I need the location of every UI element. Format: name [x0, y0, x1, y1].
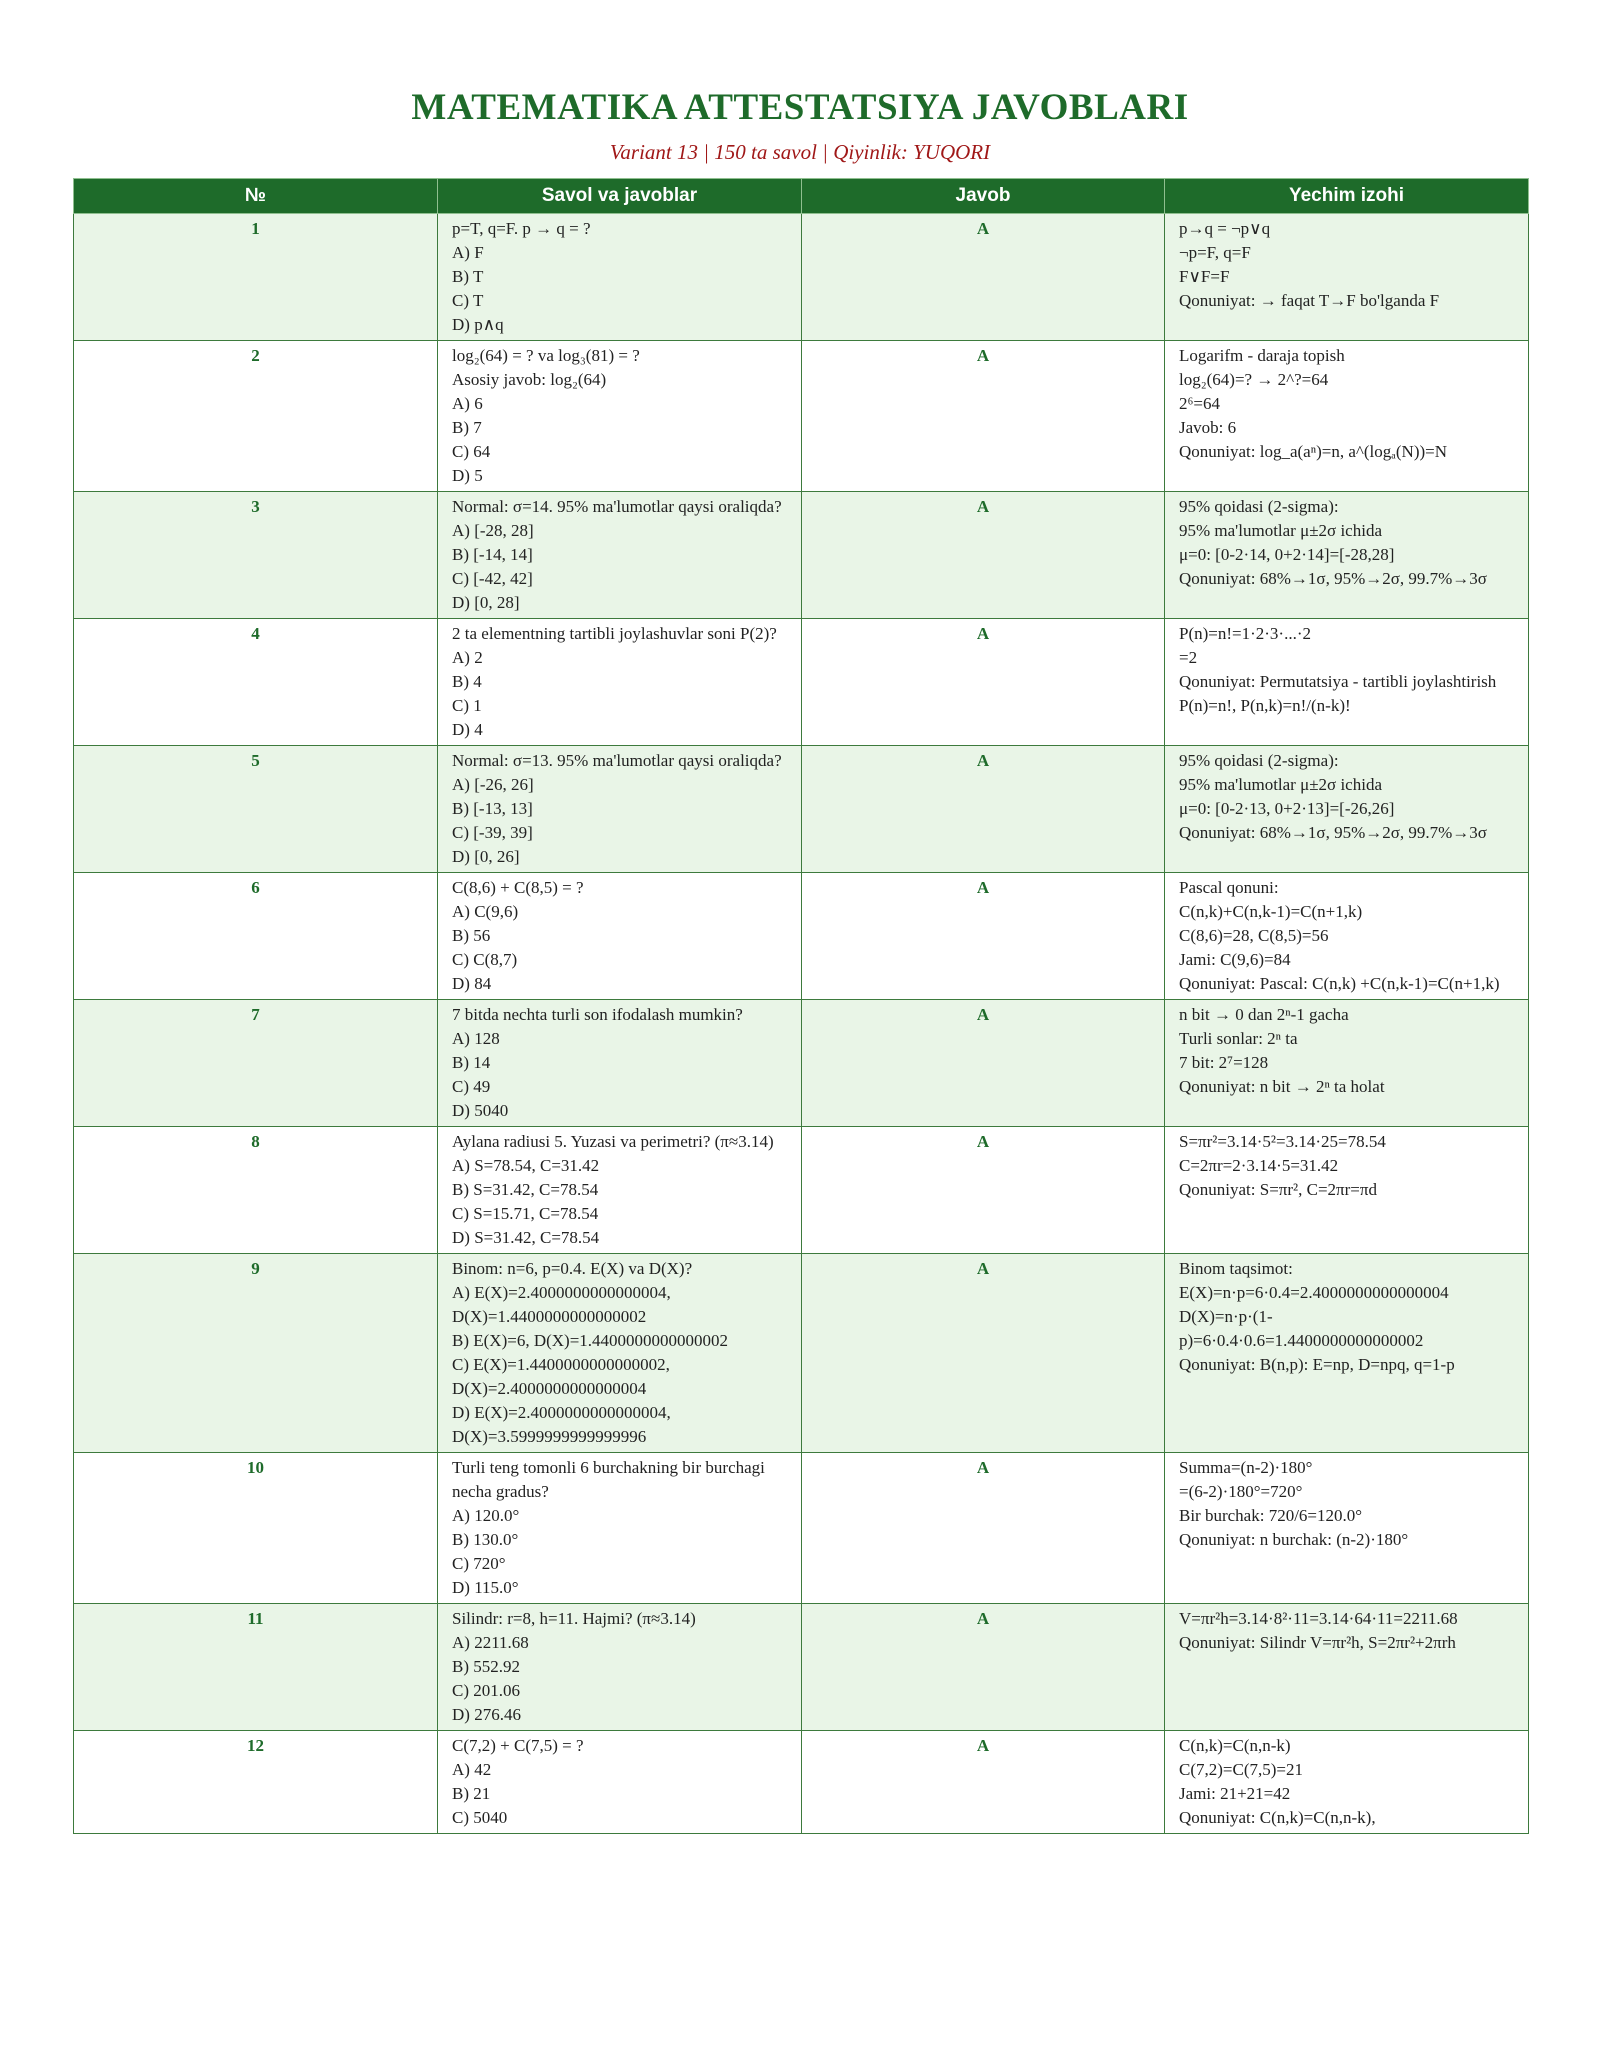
correct-answer: A — [802, 492, 1165, 619]
explanation-line: Binom taqsimot: — [1179, 1259, 1293, 1278]
correct-answer: A — [802, 746, 1165, 873]
answer-option: A) C(9,6) — [452, 902, 519, 921]
answer-option: C) 64 — [452, 442, 491, 461]
explanation-line: 95% qoidasi (2-sigma): — [1179, 751, 1339, 770]
answer-option: C) 201.06 — [452, 1681, 520, 1700]
answer-option: D) p∧q — [452, 315, 504, 334]
question-cell — [438, 1000, 802, 1127]
answer-option: B) 7 — [452, 418, 482, 437]
question-text: C(7,2) + C(7,5) = ? — [452, 1736, 584, 1755]
answer-option: C) S=15.71, C=78.54 — [452, 1204, 599, 1223]
answer-option: B) 4 — [452, 672, 482, 691]
answer-option: C) 5040 — [452, 1808, 508, 1827]
explanation-line: 7 bit: 2⁷=128 — [1179, 1053, 1269, 1072]
answer-option: B) 130.0° — [452, 1530, 519, 1549]
explanation-cell — [1165, 873, 1529, 1000]
explanation-cell — [1165, 746, 1529, 873]
page-subtitle: Variant 13 | 150 ta savol | Qiyinlik: YUQORI — [609, 140, 991, 164]
question-cell — [438, 746, 802, 873]
explanation-line: Qonuniyat: log_a(aⁿ)=n, a^(logₐ(N))=N — [1179, 442, 1447, 461]
correct-answer: A — [802, 1000, 1165, 1127]
explanation-line: F∨F=F — [1179, 267, 1230, 286]
table-body — [74, 214, 1529, 1834]
question-text: C(8,6) + C(8,5) = ? — [452, 878, 584, 897]
explanation-line: Pascal qonuni: — [1179, 878, 1279, 897]
table-row — [74, 1453, 1529, 1604]
answer-option: A) 128 — [452, 1029, 500, 1048]
question-text: Binom: n=6, p=0.4. E(X) va D(X)? — [452, 1259, 693, 1278]
correct-answer: A — [802, 1731, 1165, 1834]
question-number: 10 — [74, 1453, 438, 1604]
explanation-line: =2 — [1179, 648, 1198, 667]
explanation-line: Qonuniyat: → faqat T→F bo'lganda F — [1179, 291, 1440, 310]
question-cell — [438, 214, 802, 341]
answer-option: D) 276.46 — [452, 1705, 521, 1724]
question-text: Turli teng tomonli 6 burchakning bir burchagi necha gradus? — [452, 1458, 770, 1501]
explanation-cell — [1165, 1000, 1529, 1127]
explanation-cell — [1165, 492, 1529, 619]
explanation-line: C=2πr=2·3.14·5=31.42 — [1179, 1156, 1339, 1175]
explanation-line: μ=0: [0-2·13, 0+2·13]=[-26,26] — [1179, 799, 1395, 818]
question-text: p=T, q=F. p → q = ? — [452, 219, 591, 238]
explanation-cell — [1165, 1254, 1529, 1453]
explanation-line: 95% qoidasi (2-sigma): — [1179, 497, 1339, 516]
answer-option: B) S=31.42, C=78.54 — [452, 1180, 599, 1199]
explanation-line: Qonuniyat: S=πr², C=2πr=πd — [1179, 1180, 1377, 1199]
question-cell — [438, 1453, 802, 1604]
explanation-line: Qonuniyat: n bit → 2ⁿ ta holat — [1179, 1077, 1385, 1096]
correct-answer: A — [802, 873, 1165, 1000]
table-row — [74, 619, 1529, 746]
explanation-line: Qonuniyat: 68%→1σ, 95%→2σ, 99.7%→3σ — [1179, 569, 1487, 588]
question-number: 5 — [74, 746, 438, 873]
explanation-line: Logarifm - daraja topish — [1179, 346, 1345, 365]
correct-answer: A — [802, 1453, 1165, 1604]
question-number: 1 — [74, 214, 438, 341]
explanation-line: μ=0: [0-2·14, 0+2·14]=[-28,28] — [1179, 545, 1395, 564]
explanation-line: Qonuniyat: Permutatsiya - tartibli joylashtirish — [1179, 672, 1497, 691]
answer-option: D) 115.0° — [452, 1578, 519, 1597]
column-header-question: Savol va javoblar — [438, 179, 802, 214]
explanation-line: C(7,2)=C(7,5)=21 — [1179, 1760, 1303, 1779]
question-cell — [438, 1604, 802, 1731]
correct-answer: A — [802, 619, 1165, 746]
question-number: 3 — [74, 492, 438, 619]
answer-option: A) [-28, 28] — [452, 521, 534, 540]
explanation-line: Jami: C(9,6)=84 — [1179, 950, 1291, 969]
answer-option: C) T — [452, 291, 484, 310]
table-row — [74, 1000, 1529, 1127]
explanation-line: Turli sonlar: 2ⁿ ta — [1179, 1029, 1298, 1048]
explanation-line: ¬p=F, q=F — [1179, 243, 1251, 262]
column-header-number: № — [74, 179, 438, 214]
explanation-line: C(n,k)=C(n,n-k) — [1179, 1736, 1291, 1755]
table-row — [74, 1127, 1529, 1254]
answer-option: A) E(X)=2.4000000000000004, D(X)=1.4400000000000002 — [452, 1283, 676, 1326]
answer-option: B) 21 — [452, 1784, 491, 1803]
answer-option: D) [0, 28] — [452, 593, 520, 612]
table-row — [74, 1604, 1529, 1731]
page-title: MATEMATIKA ATTESTATSIYA JAVOBLARI — [411, 87, 1189, 128]
question-cell — [438, 1731, 802, 1834]
correct-answer: A — [802, 1254, 1165, 1453]
answer-option: A) 2 — [452, 648, 483, 667]
explanation-line: C(n,k)+C(n,k-1)=C(n+1,k) — [1179, 902, 1363, 921]
answer-option: B) [-13, 13] — [452, 799, 533, 818]
explanation-line: 95% ma'lumotlar μ±2σ ichida — [1179, 775, 1382, 794]
column-header-explanation: Yechim izohi — [1165, 179, 1529, 214]
answer-option: C) 49 — [452, 1077, 491, 1096]
explanation-line: Javob: 6 — [1179, 418, 1237, 437]
answer-option: C) 1 — [452, 696, 482, 715]
answer-option: D) 5 — [452, 466, 483, 485]
answers-table — [73, 178, 1529, 1834]
answer-option: B) T — [452, 267, 484, 286]
explanation-line: Qonuniyat: 68%→1σ, 95%→2σ, 99.7%→3σ — [1179, 823, 1487, 842]
explanation-line: Qonuniyat: Pascal: C(n,k) +C(n,k-1)=C(n+1,k) — [1179, 974, 1500, 993]
answer-option: B) [-14, 14] — [452, 545, 533, 564]
explanation-line: V=πr²h=3.14·8²·11=3.14·64·11=2211.68 — [1179, 1609, 1458, 1628]
explanation-line: 95% ma'lumotlar μ±2σ ichida — [1179, 521, 1382, 540]
explanation-line: Qonuniyat: n burchak: (n-2)·180° — [1179, 1530, 1409, 1549]
question-number: 2 — [74, 341, 438, 492]
answer-option: A) 6 — [452, 394, 483, 413]
answer-option: A) 120.0° — [452, 1506, 520, 1525]
explanation-line: P(n)=n!=1·2·3·...·2 — [1179, 624, 1312, 643]
question-cell — [438, 1127, 802, 1254]
question-number: 6 — [74, 873, 438, 1000]
table-row — [74, 746, 1529, 873]
answer-option: C) C(8,7) — [452, 950, 518, 969]
correct-answer: A — [802, 341, 1165, 492]
explanation-line: Jami: 21+21=42 — [1179, 1784, 1291, 1803]
answer-option: D) S=31.42, C=78.54 — [452, 1228, 600, 1247]
explanation-cell — [1165, 619, 1529, 746]
question-cell — [438, 341, 802, 492]
answer-option: A) 42 — [452, 1760, 492, 1779]
table-header-row — [74, 179, 1529, 214]
explanation-cell — [1165, 1731, 1529, 1834]
question-number: 4 — [74, 619, 438, 746]
explanation-line: E(X)=n·p=6·0.4=2.4000000000000004 — [1179, 1283, 1449, 1302]
answer-option: D) 4 — [452, 720, 483, 739]
answer-option: C) E(X)=1.4400000000000002, D(X)=2.4000000000000004 — [452, 1355, 675, 1398]
table-row — [74, 492, 1529, 619]
question-number: 8 — [74, 1127, 438, 1254]
answer-option: A) [-26, 26] — [452, 775, 534, 794]
question-number: 9 — [74, 1254, 438, 1453]
answer-option: B) 552.92 — [452, 1657, 520, 1676]
question-cell — [438, 492, 802, 619]
answer-option: D) [0, 26] — [452, 847, 520, 866]
question-text: Silindr: r=8, h=11. Hajmi? (π≈3.14) — [452, 1609, 696, 1628]
answer-option: B) E(X)=6, D(X)=1.4400000000000002 — [452, 1331, 729, 1350]
answer-option: C) [-42, 42] — [452, 569, 533, 588]
question-text: Normal: σ=13. 95% ma'lumotlar qaysi oraliqda? — [452, 751, 782, 770]
question-cell — [438, 619, 802, 746]
explanation-line: Qonuniyat: Silindr V=πr²h, S=2πr²+2πrh — [1179, 1633, 1456, 1652]
answer-option: D) 5040 — [452, 1101, 509, 1120]
explanation-line: =(6-2)·180°=720° — [1179, 1482, 1303, 1501]
question-cell — [438, 873, 802, 1000]
explanation-line: 2⁶=64 — [1179, 394, 1221, 413]
question-text: 2 ta elementning tartibli joylashuvlar soni P(2)? — [452, 624, 777, 643]
column-header-answer: Javob — [802, 179, 1165, 214]
explanation-line: Qonuniyat: C(n,k)=C(n,n-k), — [1179, 1808, 1376, 1827]
answer-option: A) 2211.68 — [452, 1633, 529, 1652]
question-text: Aylana radiusi 5. Yuzasi va perimetri? (π≈3.14) — [452, 1132, 774, 1151]
table-row — [74, 1731, 1529, 1834]
explanation-line: p→q = ¬p∨q — [1179, 219, 1271, 238]
explanation-cell — [1165, 1453, 1529, 1604]
question-text: 7 bitda nechta turli son ifodalash mumkin? — [452, 1005, 743, 1024]
answer-option: B) 14 — [452, 1053, 491, 1072]
correct-answer: A — [802, 1127, 1165, 1254]
answer-option: C) 720° — [452, 1554, 506, 1573]
table-row — [74, 341, 1529, 492]
explanation-cell — [1165, 1604, 1529, 1731]
explanation-line: Bir burchak: 720/6=120.0° — [1179, 1506, 1363, 1525]
answer-option: C) [-39, 39] — [452, 823, 533, 842]
correct-answer: A — [802, 214, 1165, 341]
question-number: 12 — [74, 1731, 438, 1834]
question-number: 7 — [74, 1000, 438, 1127]
explanation-line: log₂(64)=? → 2^?=64 — [1179, 370, 1329, 389]
explanation-cell — [1165, 1127, 1529, 1254]
explanation-line: D(X)=n·p·(1-p)=6·0.4·0.6=1.4400000000000002 — [1179, 1307, 1424, 1350]
explanation-line: Qonuniyat: B(n,p): E=np, D=npq, q=1-p — [1179, 1355, 1455, 1374]
answer-option: A) S=78.54, C=31.42 — [452, 1156, 600, 1175]
table-row — [74, 1254, 1529, 1453]
explanation-line: S=πr²=3.14·5²=3.14·25=78.54 — [1179, 1132, 1386, 1151]
answer-option: B) 56 — [452, 926, 491, 945]
answer-option: A) F — [452, 243, 484, 262]
answer-option: Asosiy javob: log₂(64) — [452, 370, 607, 389]
explanation-cell — [1165, 341, 1529, 492]
explanation-line: C(8,6)=28, C(8,5)=56 — [1179, 926, 1329, 945]
correct-answer: A — [802, 1604, 1165, 1731]
explanation-cell — [1165, 214, 1529, 341]
question-text: Normal: σ=14. 95% ma'lumotlar qaysi oraliqda? — [452, 497, 782, 516]
question-text: log₂(64) = ? va log₃(81) = ? — [452, 346, 640, 365]
table-row — [74, 873, 1529, 1000]
table-row — [74, 214, 1529, 341]
question-cell — [438, 1254, 802, 1453]
answer-option: D) E(X)=2.4000000000000004, D(X)=3.5999999999999996 — [452, 1403, 676, 1446]
explanation-line: P(n)=n!, P(n,k)=n!/(n-k)! — [1179, 696, 1351, 715]
explanation-line: Summa=(n-2)·180° — [1179, 1458, 1313, 1477]
answer-option: D) 84 — [452, 974, 492, 993]
question-number: 11 — [74, 1604, 438, 1731]
explanation-line: n bit → 0 dan 2ⁿ-1 gacha — [1179, 1005, 1349, 1024]
